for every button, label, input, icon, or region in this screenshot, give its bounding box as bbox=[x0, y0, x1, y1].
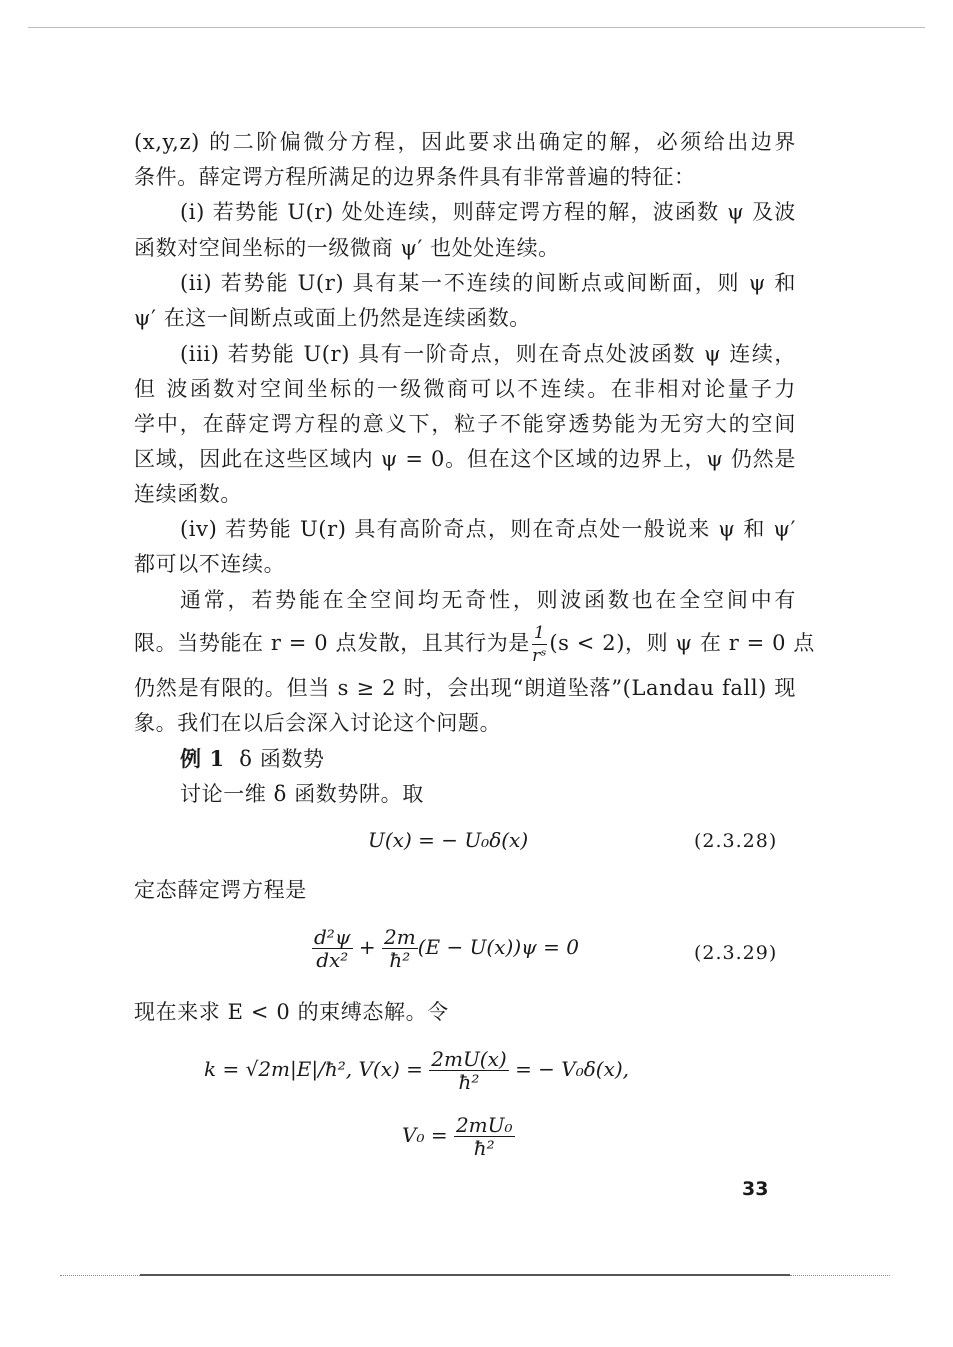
text-line: 通常，若势能在全空间均无奇性，则波函数也在全空间中有 bbox=[180, 588, 796, 612]
text-line: ψ′ 在这一间断点或面上仍然是连续函数。 bbox=[134, 306, 531, 330]
plus-sign: + bbox=[358, 935, 376, 959]
fraction-2mU0-hbar2 bbox=[454, 1114, 515, 1159]
fraction-denominator: ħ² bbox=[389, 948, 411, 972]
fraction-numerator: 1 bbox=[533, 623, 546, 643]
text-line: 函数对空间坐标的一级微商 ψ′ 也处处连续。 bbox=[134, 236, 560, 260]
fraction-denominator: rˢ bbox=[532, 646, 548, 666]
text-line: 但 波函数对空间坐标的一级微商可以不连续。在非相对论量子力 bbox=[134, 377, 796, 401]
text-line: 现在来求 E < 0 的束缚态解。令 bbox=[134, 1000, 449, 1024]
text-line: 仍然是有限的。但当 s ≥ 2 时，会出现“朗道坠落”(Landau fall) 现 bbox=[134, 676, 796, 700]
fraction-denominator: dx² bbox=[316, 948, 349, 972]
text-line: 学中，在薛定谔方程的意义下，粒子不能穿透势能为无穷大的空间 bbox=[134, 412, 796, 436]
text-line: (iii) 若势能 U(r) 具有一阶奇点，则在奇点处波函数 ψ 连续， bbox=[180, 342, 796, 366]
example-title: δ 函数势 bbox=[239, 747, 325, 771]
fraction-d2psi-dx2 bbox=[312, 926, 353, 971]
example-label: 例 1 bbox=[180, 746, 225, 771]
text-line: (ii) 若势能 U(r) 具有某一不连续的间断点或间断面，则 ψ 和 bbox=[180, 271, 796, 295]
page-number: 33 bbox=[742, 1178, 769, 1200]
equation-k-definition bbox=[204, 1048, 629, 1093]
fraction-2mU-hbar2 bbox=[429, 1048, 508, 1093]
equation-V0-definition bbox=[402, 1114, 515, 1159]
equation-number: (2.3.28) bbox=[694, 830, 778, 852]
top-rule bbox=[28, 27, 925, 28]
fraction-numerator: 2mU(x) bbox=[431, 1047, 507, 1071]
equation-pre: V₀ = bbox=[402, 1123, 448, 1147]
fraction-numerator: d²ψ bbox=[314, 925, 351, 949]
text-line: 都可以不连续。 bbox=[134, 552, 286, 576]
bottom-rule-right-dots bbox=[790, 1275, 890, 1276]
text-line: 讨论一维 δ 函数势阱。取 bbox=[180, 782, 424, 806]
text-line: (i) 若势能 U(r) 处处连续，则薛定谔方程的解，波函数 ψ 及波 bbox=[180, 200, 796, 224]
text-line: 条件。薛定谔方程所满足的边界条件具有非常普遍的特征： bbox=[134, 165, 696, 189]
text-line: 连续函数。 bbox=[134, 482, 242, 506]
equation-2-3-29 bbox=[312, 926, 579, 971]
fraction-denominator: ħ² bbox=[458, 1070, 480, 1094]
text-line: (iv) 若势能 U(r) 具有高阶奇点，则在奇点处一般说来 ψ 和 ψ′ bbox=[180, 517, 796, 541]
text-line: 区域，因此在这些区域内 ψ = 0。但在这个区域的边界上，ψ 仍然是 bbox=[134, 447, 796, 471]
text-line-with-fraction bbox=[134, 622, 815, 666]
line15-post: (s < 2)，则 ψ 在 r = 0 点 bbox=[549, 631, 815, 655]
text-line: (x,y,z) 的二阶偏微分方程，因此要求出确定的解，必须给出边界 bbox=[134, 130, 796, 154]
line15-pre: 限。当势能在 r = 0 点发散，且其行为是 bbox=[134, 631, 530, 655]
text-line: 象。我们在以后会深入讨论这个问题。 bbox=[134, 711, 502, 735]
bottom-rule-left-dots bbox=[60, 1275, 140, 1276]
fraction-numerator: 2mU₀ bbox=[455, 1113, 513, 1137]
equation-2-3-28: U(x) = − U₀δ(x) bbox=[368, 828, 529, 852]
equation-pre: k = √2m|E|/ħ², V(x) = bbox=[204, 1057, 423, 1081]
equation-post: = − V₀δ(x), bbox=[515, 1057, 630, 1081]
fraction-numerator: 2m bbox=[384, 925, 416, 949]
fraction-denominator: ħ² bbox=[473, 1136, 495, 1160]
equation-remainder: (E − U(x))ψ = 0 bbox=[417, 935, 580, 959]
fraction-1-over-rs bbox=[532, 622, 547, 667]
example-heading bbox=[180, 745, 796, 773]
fraction-2m-hbar2 bbox=[382, 926, 418, 971]
bottom-rule bbox=[140, 1274, 790, 1276]
equation-number: (2.3.29) bbox=[694, 942, 778, 964]
text-line: 定态薛定谔方程是 bbox=[134, 878, 307, 902]
